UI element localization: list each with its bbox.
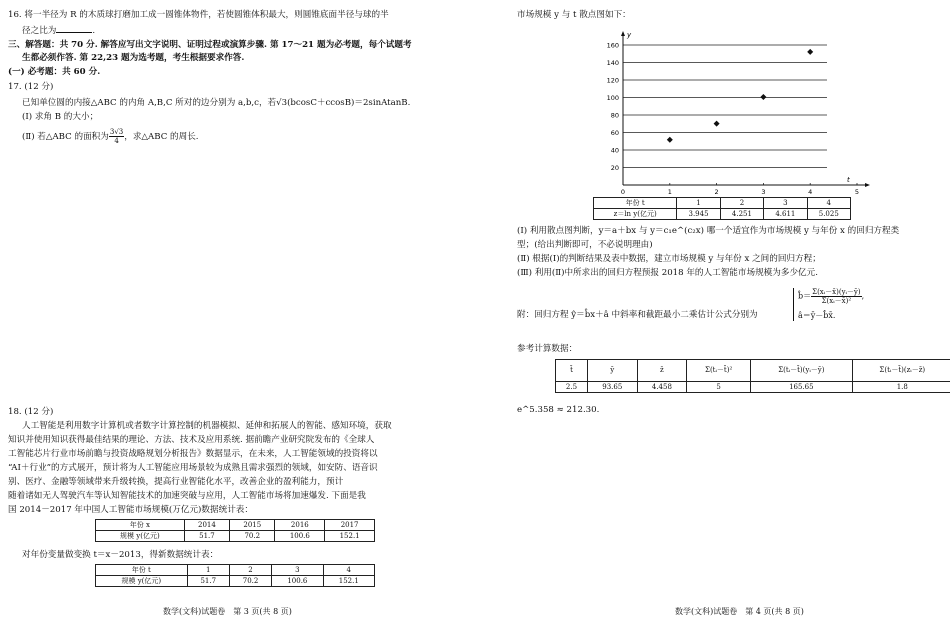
x-tick-label: 4: [808, 188, 813, 196]
table-cell: 4.458: [637, 382, 687, 393]
table-cell: Σ(tᵢ－t̄)(yᵢ－ȳ): [751, 360, 852, 382]
y-tick-label: 20: [610, 164, 619, 172]
table-cell: ȳ: [587, 360, 637, 382]
table-cell: 152.1: [325, 531, 375, 542]
table-cell: 3: [764, 198, 807, 209]
y-axis-label: y: [627, 31, 632, 39]
q17-part2-suffix: ，求△ABC 的周长.: [124, 132, 199, 142]
q18-p2: 知识并使用知识获得最佳结果的理论、方法、技术及应用系统. 据前瞻产业研究院发布的《全球人: [8, 435, 375, 445]
table-cell: 2.5: [556, 382, 588, 393]
formula-comma: ,: [861, 291, 865, 301]
table-row: [96, 565, 375, 576]
table-cell: 2016: [275, 520, 325, 531]
table-row: [96, 531, 375, 542]
q17-part2: [22, 128, 199, 145]
table-cell: 4: [323, 565, 374, 576]
table-cell: 51.7: [184, 531, 229, 542]
x-tick-label: 5: [854, 188, 860, 196]
x-tick-label: 1: [667, 188, 672, 196]
table-cell: 165.65: [751, 382, 852, 393]
right-footer: 数学(文科)试题卷 第 4 页(共 8 页): [675, 607, 804, 616]
q18-p3: 工智能芯片行业市场前瞻与投资战略规划分析报告》数据显示，在未来，人工智能领域的投资将以: [8, 449, 378, 459]
section3-line1: 三、解答题：共 70 分. 解答应写出文字说明、证明过程或演算步骤. 第 17～21 题为必考题，每个试题考: [8, 40, 412, 50]
table-cell: 年份 x: [96, 520, 185, 531]
x-tick-label: 3: [761, 188, 766, 196]
left-footer: 数学(文科)试题卷 第 3 页(共 8 页): [163, 607, 292, 616]
q17-stem: 已知单位圆的内接△ABC 的内角 A,B,C 所对的边分别为 a,b,c，若√3(bcosC＋ccosB)＝2sinAtanB.: [22, 98, 411, 108]
transform-text: 对年份变量做变换 t＝x－2013，得新数据统计表：: [22, 550, 219, 560]
q18-part2: (Ⅱ) 根据(Ⅰ)的判断结果及表中数据，建立市场规模 y 与年份 x 之间的回归方程；: [517, 254, 821, 264]
q17-head: 17. (12 分): [8, 82, 54, 92]
table-row: [556, 382, 950, 393]
q18-p6: 随着诸如无人驾驶汽车等认知智能技术的加速突破与应用，人工智能市场将加速爆发. 下面是我: [8, 491, 366, 501]
q17-part2-prefix: (Ⅱ) 若△ABC 的面积为: [22, 132, 109, 142]
table-cell: 2: [720, 198, 763, 209]
ref-table: [555, 359, 950, 393]
answer-blank: [56, 23, 92, 33]
table-cell: z̄: [637, 360, 687, 382]
q18-part1: (Ⅰ) 利用散点图判断，y＝a＋bx 与 y＝c₁e^(c₂x) 哪一个适宜作为市场规模 y 与年份 x 的回归方程类: [517, 226, 900, 236]
table-cell: 2014: [184, 520, 229, 531]
q18-p5: 别、医疗、金融等领域带来升级转换，提高行业智能化水平，改善企业的盈利能力，预计: [8, 477, 344, 487]
formula-block: [793, 288, 864, 321]
table-cell: 5: [687, 382, 751, 393]
ln-table: [593, 197, 851, 220]
q18-head: 18. (12 分): [8, 407, 54, 417]
q16-suffix: .: [92, 26, 96, 36]
formula-a: â＝ȳ－b̂x̄.: [798, 311, 836, 320]
y-tick-label: 80: [610, 111, 619, 120]
y-tick-label: 140: [606, 59, 619, 67]
q18-part1b: 型；(给出判断即可，不必说明理由): [517, 240, 653, 250]
data-point: [714, 121, 720, 127]
table-row: [594, 198, 851, 209]
formula-note: 附：回归方程 ŷ＝b̂x＋â 中斜率和截距最小二乘估计公式分别为: [517, 310, 758, 320]
table-cell: 规模 y(亿元): [96, 576, 188, 587]
table-row: [594, 209, 851, 220]
data-point: [807, 49, 813, 55]
y-tick-label: 160: [606, 41, 619, 50]
y-tick-label: 40: [610, 146, 619, 155]
formula-b-denominator: Σ(xᵢ－x̄)²: [821, 297, 852, 305]
table-cell: 4.251: [720, 209, 763, 220]
table-cell: 1.8: [852, 382, 950, 393]
formula-b: [798, 288, 864, 305]
table-cell: 2017: [325, 520, 375, 531]
x-tick-label: 2: [714, 188, 719, 196]
formula-b-fraction: [811, 288, 862, 305]
scatter-chart: [595, 27, 895, 202]
ref-caption: 参考计算数据：: [517, 344, 578, 354]
section3-line2: 生都必须作答. 第 22,23 题为选考题，考生根据要求作答.: [22, 53, 245, 63]
q18-p7: 国 2014－2017 年中国人工智能市场规模(万亿元)数据统计表：: [8, 505, 253, 515]
table-cell: t̄: [556, 360, 588, 382]
x-axis-label: t: [847, 176, 850, 184]
table-cell: 4: [807, 198, 850, 209]
table-cell: 152.1: [323, 576, 374, 587]
formula-b-lhs: b̂＝: [798, 291, 812, 301]
q17-part1: (Ⅰ) 求角 B 的大小；: [22, 112, 99, 122]
scatter-caption: 市场规模 y 与 t 散点图如下：: [517, 10, 631, 20]
area-denominator: 4: [114, 137, 119, 145]
table-row: [96, 576, 375, 587]
table-cell: 5.025: [807, 209, 850, 220]
table-row: [96, 520, 375, 531]
y-tick-label: 60: [610, 129, 619, 137]
table-cell: 年份 t: [96, 565, 188, 576]
formula-b-numerator: Σ(xᵢ－x̄)(yᵢ－ȳ): [812, 288, 861, 296]
x-axis-arrow: [865, 183, 870, 187]
y-tick-label: 100: [606, 94, 619, 102]
q18-part3: (Ⅲ) 利用(Ⅱ)中所求出的回归方程预报 2018 年的人工智能市场规模为多少亿元.: [517, 268, 818, 278]
y-axis-arrow: [621, 31, 625, 36]
table-cell: 3.945: [677, 209, 720, 220]
table-cell: 70.2: [230, 531, 275, 542]
q18-p1: 人工智能是利用数字计算机或者数字计算控制的机器模拟、延伸和拓展人的智能、感知环境，获取: [22, 421, 392, 431]
table-cell: 2: [229, 565, 271, 576]
table-cell: 2015: [230, 520, 275, 531]
right-page: [475, 0, 950, 629]
q16-prefix: 径之比为: [22, 26, 57, 36]
area-numerator: 3√3: [109, 128, 124, 136]
data-point: [760, 94, 766, 100]
table-cell: z＝ln y(亿元): [594, 209, 677, 220]
x-tick-label: 0: [620, 188, 626, 196]
table-cell: 规模 y(亿元): [96, 531, 185, 542]
table-cell: 70.2: [229, 576, 271, 587]
q16-line1: 16. 将一半径为 R 的木质球打磨加工成一圆锥体物件，若使圆锥体积最大，则圆锥底面半径与球的半: [8, 10, 389, 20]
q18-p4: “AI＋行业”的方式展开，预计将为人工智能应用场景较为成熟且需求强烈的领域，如安防、语音识: [8, 463, 378, 473]
y-tick-label: 120: [606, 76, 619, 85]
q16-line2: [22, 23, 95, 37]
area-fraction: [109, 128, 124, 145]
table-row: [556, 360, 950, 382]
table-cell: Σ(tᵢ－t̄)(zᵢ－z̄): [852, 360, 950, 382]
section3-line3: (一) 必考题：共 60 分.: [8, 67, 101, 77]
table-cell: 年份 t: [594, 198, 677, 209]
table-cell: 100.6: [272, 576, 323, 587]
data-point: [667, 137, 673, 143]
table-cell: 3: [272, 565, 323, 576]
market-table-t: [95, 564, 375, 587]
table-cell: 100.6: [275, 531, 325, 542]
table-cell: 93.65: [587, 382, 637, 393]
table-cell: 51.7: [187, 576, 229, 587]
market-table-years: [95, 519, 375, 542]
table-cell: 1: [677, 198, 720, 209]
table-cell: 4.611: [764, 209, 807, 220]
exp-note: e^5.358 ≈ 212.30.: [517, 405, 600, 415]
table-cell: Σ(tᵢ－t̄)²: [687, 360, 751, 382]
table-cell: 1: [187, 565, 229, 576]
